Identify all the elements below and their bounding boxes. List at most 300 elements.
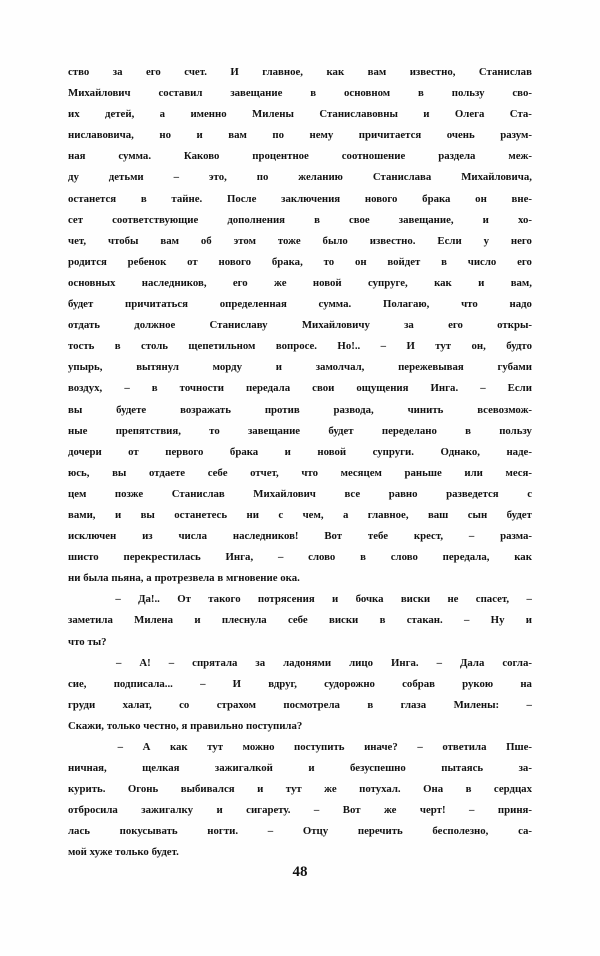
word: я (181, 719, 188, 732)
word: столь (141, 340, 169, 353)
word: тебе (367, 530, 389, 543)
word: поступила? (246, 719, 303, 732)
word: и (332, 593, 339, 606)
word: сумма. (318, 298, 352, 311)
word: на (520, 677, 532, 690)
word: тут (435, 340, 452, 353)
word: основных (68, 276, 116, 289)
word: раньше (404, 466, 442, 479)
word: по (256, 171, 269, 184)
word: ная (68, 150, 86, 163)
word: в (465, 424, 471, 437)
text-line (68, 505, 532, 526)
word: безуспешно (350, 762, 406, 775)
word: ничная, (68, 762, 107, 775)
word: в (367, 698, 374, 711)
text-line (68, 294, 532, 315)
word: И (406, 340, 415, 353)
word: Вот (324, 530, 343, 543)
word: Милена (134, 614, 174, 627)
text-line (68, 758, 532, 779)
word: причитаться (125, 298, 188, 311)
word: против (264, 403, 300, 416)
word: в (114, 340, 121, 353)
word: будет (506, 508, 532, 521)
word: страхом (216, 698, 256, 711)
word: Вот (342, 804, 361, 817)
word: позже (114, 487, 144, 500)
word: щелкая (142, 762, 180, 775)
word: за (255, 656, 266, 669)
word: правильно (190, 719, 244, 732)
word: передала, (442, 551, 490, 564)
word: Милены (252, 108, 294, 121)
word: замолчал, (315, 361, 365, 374)
word: желанию (298, 171, 343, 184)
word: передала (246, 382, 291, 395)
word: число (467, 255, 497, 268)
word: Станиславу (209, 319, 268, 332)
word: но (159, 129, 171, 142)
word: морду (212, 361, 242, 374)
word: наследников, (141, 276, 207, 289)
word: Милены: (453, 698, 500, 711)
word: ответила (442, 741, 487, 753)
word: Каково (183, 150, 220, 163)
word: должное (134, 319, 176, 332)
word: по (272, 129, 284, 142)
word: а (159, 108, 166, 121)
word: его (232, 276, 248, 289)
word: разум- (500, 129, 532, 142)
word: – (480, 382, 486, 395)
word: чем, (302, 508, 324, 521)
word: пользу (451, 87, 485, 100)
word: в (441, 255, 447, 268)
word: брака, (271, 255, 303, 268)
text-line (68, 463, 532, 484)
word: останется (68, 192, 117, 205)
word: от (187, 255, 198, 268)
word: будто (506, 340, 532, 353)
word: и (284, 445, 291, 458)
word: в (418, 87, 424, 100)
text-line (68, 526, 532, 547)
word: разведется (446, 487, 499, 500)
word: как (169, 741, 188, 753)
word: сын (467, 508, 488, 521)
word: Однако, (440, 445, 480, 458)
word: Но!.. (337, 340, 361, 353)
word: и (114, 508, 122, 521)
word: Пше- (506, 741, 532, 753)
word: – (267, 825, 274, 838)
word: отдать (68, 319, 101, 332)
page-text-block (68, 62, 532, 864)
word: наследников! (232, 530, 299, 543)
word: что (301, 466, 318, 479)
word: в (151, 382, 158, 395)
word: нового (218, 255, 252, 268)
word: ногти. (207, 825, 239, 838)
word: честно, (143, 719, 179, 732)
word: Михайлович (253, 487, 316, 500)
word: подписала... (113, 677, 173, 690)
text-line (68, 378, 532, 399)
word: родится (68, 255, 107, 268)
word: нового (364, 192, 398, 205)
word: вам (228, 129, 247, 142)
word: – (526, 593, 532, 606)
word: себе (287, 614, 308, 627)
word: только (106, 719, 141, 732)
word: бочка (355, 593, 384, 606)
text-line (68, 695, 532, 716)
word: откры- (497, 319, 532, 332)
word: будете (116, 403, 147, 416)
text-line (68, 674, 532, 695)
word: и (194, 614, 201, 627)
word: за- (518, 762, 532, 775)
word: мой (68, 846, 87, 859)
word: меся- (505, 466, 532, 479)
word: – (526, 698, 532, 711)
word: и (257, 783, 264, 796)
paragraph-indent (68, 653, 98, 674)
word: слово (308, 551, 336, 564)
word: ребенок (127, 255, 167, 268)
word: стакан. (406, 614, 443, 627)
word: числа (178, 530, 208, 543)
word: вы (140, 508, 155, 521)
word: хо- (517, 213, 532, 226)
word: дочери (68, 445, 102, 458)
word: Станислав (171, 487, 225, 500)
word: известно, (409, 66, 456, 78)
word: и (478, 276, 485, 289)
word: Огонь (127, 783, 159, 796)
word: вдруг, (268, 677, 297, 690)
word: От (177, 593, 191, 606)
word: чет, (68, 234, 87, 247)
word: иначе? (364, 741, 398, 753)
text-line (68, 800, 532, 821)
word: крест, (413, 530, 444, 543)
word: покусывать (119, 825, 178, 838)
word: завещание, (398, 213, 454, 226)
word: Ну (490, 614, 505, 627)
word: детей, (105, 108, 135, 121)
word: вами, (68, 508, 96, 521)
word: их (68, 108, 80, 121)
text-line (68, 779, 532, 800)
word: в (217, 572, 224, 585)
text-line (68, 568, 532, 589)
word: его (517, 255, 532, 268)
word: из (142, 530, 153, 543)
word: его (448, 319, 463, 332)
word: Инга. (430, 382, 459, 395)
word: в (310, 87, 317, 100)
word: пользу (499, 424, 532, 437)
text-line (68, 632, 532, 653)
word: спасет, (475, 593, 510, 606)
word: груди (68, 698, 96, 711)
word: соответствующие (112, 213, 199, 226)
text-line (68, 737, 532, 758)
word: глаза (400, 698, 427, 711)
word: После (226, 192, 257, 205)
word: его (145, 66, 161, 78)
word: можно (242, 741, 275, 753)
word: не (447, 593, 459, 606)
word: посмотрела (283, 698, 340, 711)
word: точности (179, 382, 224, 395)
word: завещание (247, 424, 301, 437)
word: исключен (68, 530, 117, 543)
word: поступить (294, 741, 345, 753)
word: вы (112, 466, 127, 479)
word: юсь, (68, 466, 90, 479)
word: как (326, 66, 345, 78)
word: сво- (512, 87, 532, 100)
word: – (463, 614, 470, 627)
word: а (342, 508, 349, 521)
word: чинить (407, 403, 444, 416)
word: новой (317, 445, 347, 458)
word: определенная (219, 298, 287, 311)
word: цем (68, 487, 87, 500)
word: ваш (427, 508, 449, 521)
text-line (68, 589, 532, 610)
word: ные (68, 424, 88, 437)
word: тайне. (171, 192, 203, 205)
word: Дала (459, 656, 485, 669)
word: Если (507, 382, 532, 395)
word: – (115, 593, 121, 606)
word: вам (160, 234, 179, 247)
paragraph-indent (68, 589, 98, 610)
word: Скажи, (68, 719, 105, 732)
word: ду (68, 171, 79, 184)
text-line (68, 547, 532, 568)
word: И (230, 66, 239, 78)
word: вне- (511, 192, 532, 205)
word: что (68, 635, 85, 648)
word: главное, (262, 66, 304, 78)
word: всевозмож- (477, 403, 532, 416)
word: же (324, 783, 337, 796)
text-line (68, 442, 532, 463)
word: – (124, 382, 130, 395)
text-line (68, 400, 532, 421)
word: со (179, 698, 190, 711)
word: причитается (358, 129, 422, 142)
word: что (461, 298, 478, 311)
word: собрав (402, 677, 435, 690)
word: вам, (510, 276, 532, 289)
word: свои (312, 382, 335, 395)
word: бесполезно, (432, 825, 489, 838)
word: шисто (68, 551, 99, 564)
word: перекрестилась (123, 551, 201, 564)
word: известно. (369, 234, 416, 247)
word: наде- (506, 445, 532, 458)
word: Полагаю, (382, 298, 430, 311)
word: в (379, 614, 386, 627)
word: согла- (502, 656, 532, 669)
word: Она (423, 783, 444, 796)
word: Отцу (302, 825, 329, 838)
word: Да!.. (138, 593, 160, 606)
word: с (527, 487, 532, 500)
text-line (68, 421, 532, 442)
word: вопросе. (275, 340, 318, 353)
word: заметила (68, 614, 113, 627)
word: составил (158, 87, 203, 100)
word: за (112, 66, 123, 78)
text-line (68, 484, 532, 505)
word: – (115, 656, 122, 669)
word: было (322, 234, 348, 247)
word: тут (285, 783, 302, 796)
word: была (83, 572, 109, 585)
text-line (68, 252, 532, 273)
word: же (383, 804, 397, 817)
word: он (475, 192, 487, 205)
word: са- (518, 825, 532, 838)
word: в (465, 783, 472, 796)
word: воздух, (68, 382, 103, 395)
word: – (117, 741, 123, 753)
word: пережевывая (398, 361, 464, 374)
word: и (275, 361, 282, 374)
word: переделано (381, 424, 437, 437)
text-line (68, 125, 532, 146)
word: нему (309, 129, 334, 142)
word: тость (68, 340, 95, 353)
word: он (354, 255, 367, 268)
word: пытаясь (441, 762, 484, 775)
word: – (277, 551, 284, 564)
word: главное, (367, 508, 409, 521)
word: потрясения (257, 593, 315, 606)
text-line (68, 146, 532, 167)
word: губами (497, 361, 532, 374)
word: от (128, 445, 139, 458)
word: – (200, 677, 206, 690)
word: зажигалку (141, 804, 194, 817)
word: себе (207, 466, 228, 479)
word: – (417, 741, 423, 753)
word: возражать (180, 403, 231, 416)
word: как (514, 551, 532, 564)
word: ни (246, 508, 259, 521)
word: плеснула (221, 614, 267, 627)
word: новой (312, 276, 342, 289)
word: именно (190, 108, 227, 121)
word: то (323, 255, 335, 268)
word: спрятала (192, 656, 238, 669)
word: – (436, 656, 442, 669)
word: то (209, 424, 220, 437)
word: разма- (500, 530, 532, 543)
word: курить. (68, 783, 106, 796)
word: зажигалкой (214, 762, 273, 775)
word: брака (229, 445, 259, 458)
word: этом (233, 234, 256, 247)
word: – (469, 804, 475, 817)
word: лась (68, 825, 90, 838)
word: будет (68, 298, 94, 311)
page-number: 48 (292, 864, 308, 880)
text-line (68, 821, 532, 842)
word: тут (207, 741, 224, 753)
word: развода, (333, 403, 374, 416)
word: Инга, (225, 551, 254, 564)
word: Михайловичу (301, 319, 370, 332)
word: слово (390, 551, 418, 564)
word: завещание (230, 87, 283, 100)
word: и (482, 213, 489, 226)
word: надо (509, 298, 532, 311)
word: ниславовича, (68, 129, 134, 142)
word: раздела (438, 150, 476, 163)
word: Ста- (509, 108, 532, 121)
word: Инга. (390, 656, 419, 669)
word: протрезвела (154, 572, 215, 585)
word: соотношение (341, 150, 406, 163)
word: него (510, 234, 532, 247)
word: ни (68, 572, 81, 585)
word: и (196, 129, 203, 142)
word: свое (348, 213, 370, 226)
text-line (68, 653, 532, 674)
word: очень (446, 129, 475, 142)
word: меж- (508, 150, 532, 163)
word: все (344, 487, 361, 500)
word: ты? (87, 635, 107, 648)
word: И (232, 677, 242, 690)
word: заключения (281, 192, 341, 205)
word: Станислава (372, 171, 432, 184)
word: отдаете (148, 466, 186, 479)
word: и (216, 804, 223, 817)
word: потухал. (359, 783, 401, 796)
word: супруге, (367, 276, 408, 289)
word: мгновение (226, 572, 278, 585)
word: останетесь (174, 508, 228, 521)
text-line (68, 357, 532, 378)
word: это, (208, 171, 227, 184)
word: тоже (277, 234, 301, 247)
word: вам (367, 66, 387, 78)
word: – (313, 804, 320, 817)
word: детьми (108, 171, 144, 184)
word: лицо (349, 656, 373, 669)
word: приня- (497, 804, 532, 817)
word: судорожно (324, 677, 375, 690)
word: процентное (252, 150, 309, 163)
word: Если (437, 234, 462, 247)
word: перечить (357, 825, 403, 838)
word: в (360, 551, 366, 564)
word: и (525, 614, 532, 627)
word: в (314, 213, 320, 226)
word: первого (165, 445, 204, 458)
word: чтобы (107, 234, 139, 247)
word: сердцах (493, 783, 532, 796)
